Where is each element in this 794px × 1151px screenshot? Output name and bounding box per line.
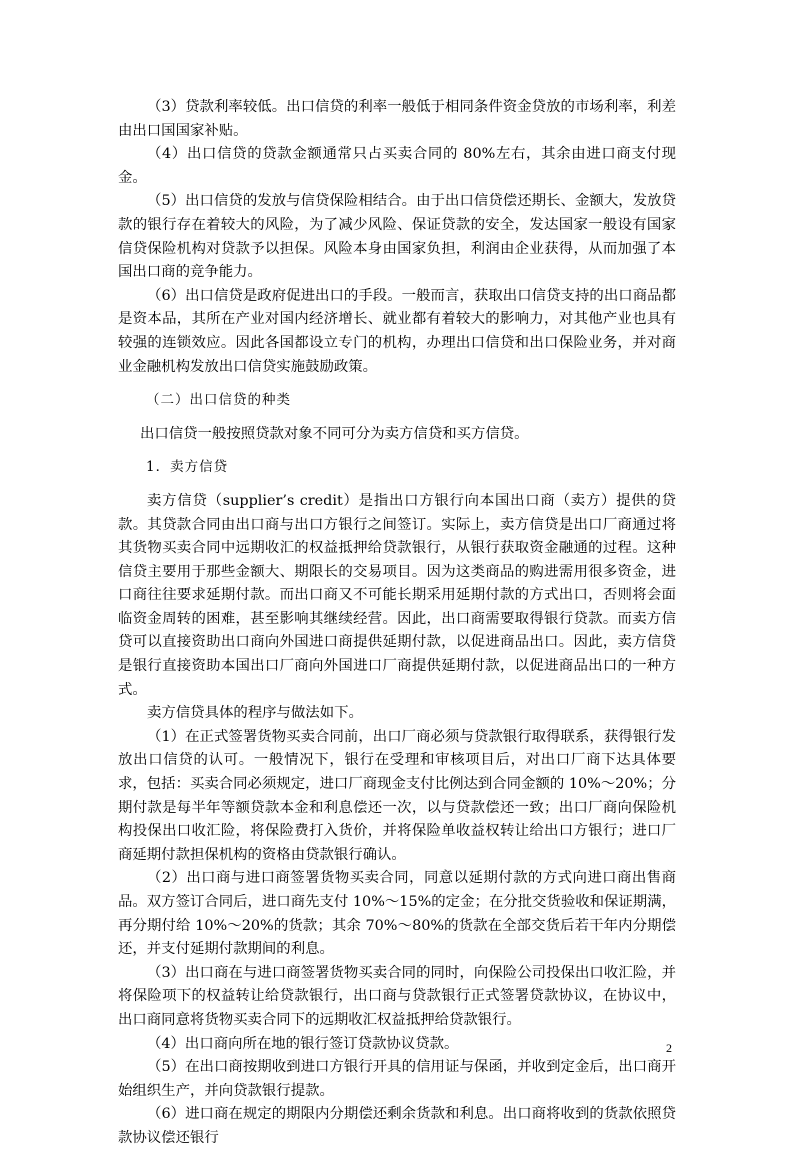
section-heading: （二）出口信贷的种类 [146,392,291,409]
paragraph: （6）出口信贷是政府促进出口的手段。一般而言，获取出口信贷支持的出口商品都是资本品，其所在产业对国内经济增长、就业都有着较大的影响力，对其他产业也具有较强的连锁效应。因此各国都设立专门的机构，办理出口信贷和出口保险业务，并对商业金融机构发放出口信贷实施鼓励政策。 [118,287,676,375]
paragraph: （5）出口信贷的发放与信贷保险相结合。由于出口信贷偿还期长、金额大，发放贷款的银行存在着较大的风险，为了减少风险、保证贷款的安全，发达国家一般设有国家信贷保险机构对贷款予以担保。风险本身由国家负担，利润由企业获得，从而加强了本国出口商的竞争能力。 [118,193,676,281]
paragraph: （3）贷款利率较低。出口信贷的利率一般低于相同条件资金贷放的市场利率，利差由出口国国家补贴。 [118,99,676,139]
paragraph: 卖方信贷（supplier’s credit）是指出口方银行向本国出口商（卖方）提供的贷款。其贷款合同由出口商与出口方银行之间签订。实际上，卖方信贷是出口厂商通过将其货物买卖合同中远期收汇的权益抵押给贷款银行，从银行获取资金融通的过程。这种信贷主要用于那些金额大、期限长的交易项目。因为这类商品的购进需用很多资金，进口商往往要求延期付款。而出口商又不可能长期采用延期付款的方式出口，否则将会面临资金周转的困难，甚至影响其继续经营。因此，出口商需要取得银行贷款。而卖方信贷可以直接资助出口商向外国进口商提供延期付款，以促进商品出口。因此，卖方信贷是银行直接资助本国出口厂商向外国进口厂商提供延期付款，以促进商品出口的一种方式。 [118,492,676,698]
paragraph: （1）在正式签署货物买卖合同前，出口厂商必须与贷款银行取得联系，获得银行发放出口信贷的认可。一般情况下，银行在受理和审核项目后，对出口厂商下达具体要求，包括：买卖合同必须规定，进口厂商现金支付比例达到合同金额的 10%～20%；分期付款是每半年等额贷款本金和利息偿还一次，以与贷款偿还一致；出口厂商向保险机构投保出口收汇险，将保险费打入货价，并将保险单收益权转让给出口方银行；进口厂商延期付款担保机构的资格由贷款银行确认。 [118,728,676,863]
paragraph: （6）进口商在规定的期限内分期偿还剩余货款和利息。出口商将收到的货款依照贷款协议偿还银行 [118,1106,676,1146]
subsection-heading: 1．卖方信贷 [146,459,229,476]
paragraph: （4）出口信贷的贷款金额通常只占买卖合同的 80%左右，其余由进口商支付现金。 [118,146,676,186]
paragraph: （2）出口商与进口商签署货物买卖合同，同意以延期付款的方式向进口商出售商品。双方签订合同后，进口商先支付 10%～15%的定金；在分批交货验收和保证期满，再分期付给 10%～20%的货款；其余 70%～80%的货款在全部交货后若干年内分期偿还，并支付延期付款期间的利息。 [118,870,676,958]
paragraph: （4）出口商向所在地的银行签订贷款协议贷款。 [147,1035,459,1052]
page-content [118,96,676,1151]
paragraph: （5）在出口商按期收到进口方银行开具的信用证与保函，并收到定金后，出口商开始组织生产，并向贷款银行提款。 [118,1059,676,1099]
page-number: 2 [666,1041,672,1055]
paragraph: 出口信贷一般按照贷款对象不同可分为卖方信贷和买方信贷。 [140,425,529,442]
paragraph: 卖方信贷具体的程序与做法如下。 [147,705,363,722]
paragraph: （3）出口商在与进口商签署货物买卖合同的同时，向保险公司投保出口收汇险，并将保险项下的权益转让给贷款银行，出口商与贷款银行正式签署贷款协议，在协议中，出口商同意将货物买卖合同下的远期收汇权益抵押给贷款银行。 [118,964,676,1028]
